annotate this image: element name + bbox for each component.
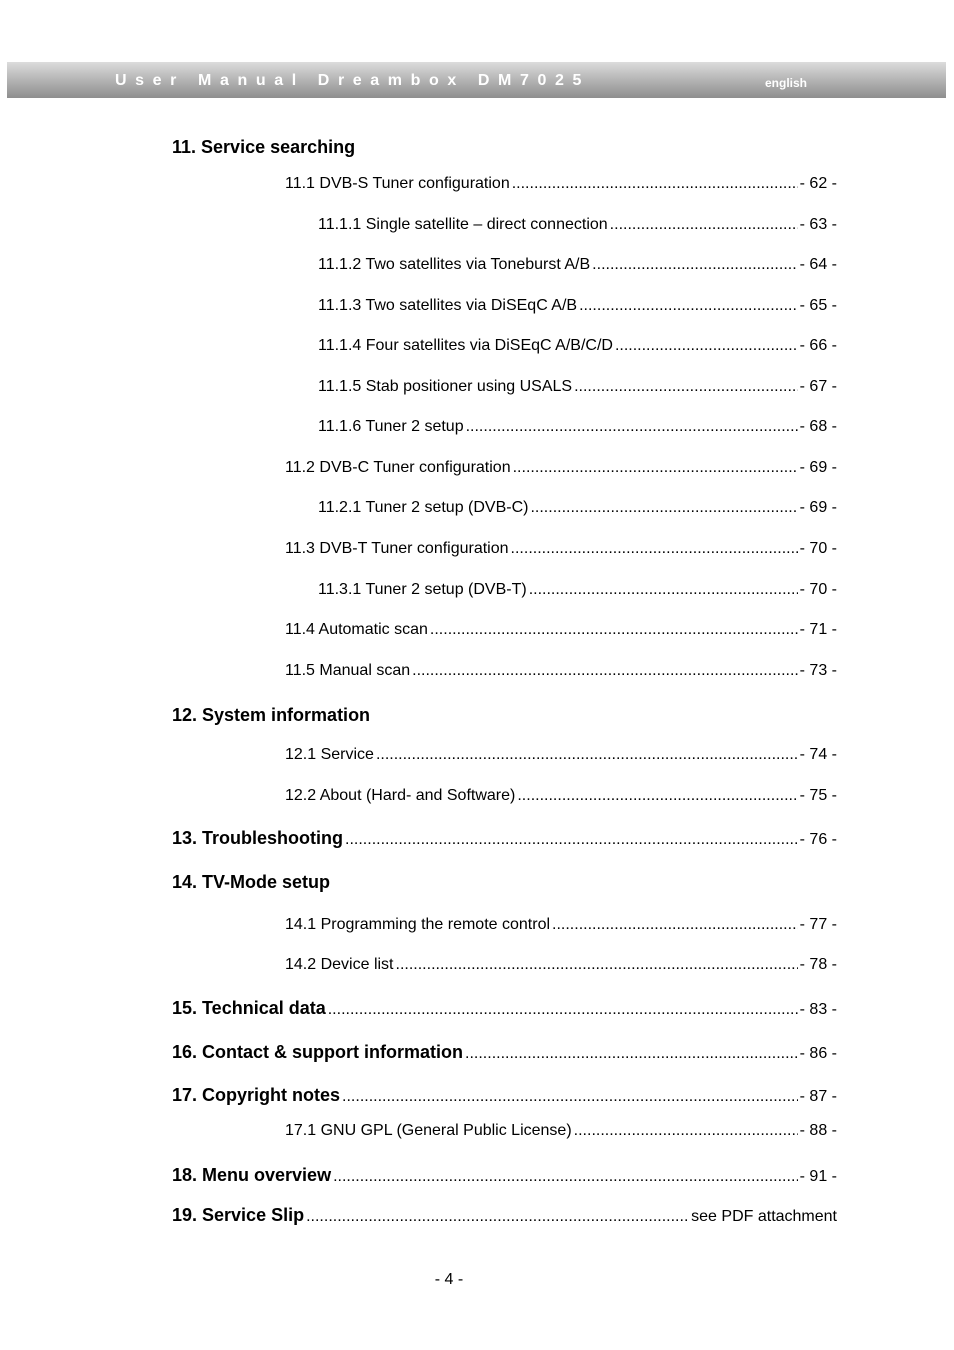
toc-entry-title: 11.3.1 Tuner 2 setup (DVB-T) [318,581,527,598]
toc-dot-leader [517,787,797,805]
toc-entry[interactable] [318,378,837,396]
toc-dot-leader [530,499,797,517]
toc-entry-title: 14.1 Programming the remote control [285,916,551,933]
toc-entry[interactable] [172,137,837,158]
toc-dot-leader [396,956,798,974]
toc-entry-page: - 70 - [799,581,837,598]
toc-entry-page: - 77 - [799,916,837,933]
toc-entry-page: - 71 - [799,621,837,638]
toc-dot-leader [579,297,798,315]
toc-entry-title: 11.1.2 Two satellites via Toneburst A/B [318,256,591,273]
toc-dot-leader [513,459,798,477]
toc-entry-title: 11.4 Automatic scan [285,621,428,638]
toc-entry[interactable] [318,337,837,355]
toc-entry-page: - 62 - [799,175,837,192]
toc-entry-page: - 83 - [799,1001,837,1018]
toc-entry[interactable] [285,621,837,639]
header-language: english [765,76,808,90]
toc-entry-title: 11.3 DVB-T Tuner configuration [285,540,509,557]
toc-entry-title: 14.2 Device list [285,956,394,973]
toc-entry-page: - 87 - [799,1088,837,1105]
toc-entry-title: 16. Contact & support information [172,1042,464,1062]
toc-entry-title: 11.2 DVB-C Tuner configuration [285,459,511,476]
toc-entry-title: 11.1.1 Single satellite – direct connection [318,216,608,233]
toc-dot-leader [574,378,798,396]
toc-entry-page: - 76 - [799,831,837,848]
toc-dot-leader [412,662,798,680]
toc-entry-title: 11.5 Manual scan [285,662,411,679]
toc-entry[interactable] [285,459,837,477]
toc-entry[interactable] [172,705,837,726]
toc-entry-page: - 74 - [799,746,837,763]
toc-entry-page: - 75 - [799,787,837,804]
toc-dot-leader [345,831,798,849]
toc-entry-title: 17. Copyright notes [172,1085,341,1105]
toc-entry-page: - 64 - [799,256,837,273]
toc-entry-page: - 78 - [799,956,837,973]
toc-entry[interactable] [318,418,837,436]
toc-entry[interactable] [172,998,837,1019]
toc-entry[interactable] [285,662,837,680]
toc-dot-leader [466,418,798,436]
toc-dot-leader [615,337,798,355]
toc-entry-title: 12. System information [172,705,371,725]
toc-entry[interactable] [318,499,837,517]
toc-entry-title: 12.1 Service [285,746,374,763]
toc-entry[interactable] [285,787,837,805]
toc-dot-leader [376,746,798,764]
toc-entry-page: - 73 - [799,662,837,679]
toc-entry-page: - 91 - [799,1168,837,1185]
toc-entry[interactable] [285,1122,837,1140]
toc-entry[interactable] [285,746,837,764]
toc-dot-leader [430,621,798,639]
toc-entry-page: - 65 - [799,297,837,314]
toc-dot-leader [465,1045,798,1063]
toc-entry-title: 11.1.5 Stab positioner using USALS [318,378,573,395]
toc-dot-leader [342,1088,798,1106]
toc-dot-leader [511,540,798,558]
toc-entry-title: 11.1 DVB-S Tuner configuration [285,175,510,192]
toc-entry-title: 11.2.1 Tuner 2 setup (DVB-C) [318,499,529,516]
toc-entry[interactable] [285,175,837,193]
toc-entry[interactable] [318,256,837,274]
toc-entry-page: see PDF attachment [691,1208,837,1225]
toc-entry-title: 17.1 GNU GPL (General Public License) [285,1122,572,1139]
toc-entry[interactable] [285,956,837,974]
toc-entry[interactable] [318,581,837,599]
toc-entry-title: 11. Service searching [172,137,356,157]
toc-dot-leader [333,1168,798,1186]
toc-entry-title: 15. Technical data [172,998,326,1018]
toc-entry-page: - 68 - [799,418,837,435]
toc-dot-leader [512,175,798,193]
toc-dot-leader [328,1001,798,1019]
toc-entry[interactable] [285,916,837,934]
toc-entry-page: - 63 - [799,216,837,233]
toc-entry-title: 18. Menu overview [172,1165,332,1185]
toc-dot-leader [552,916,798,934]
toc-entry-page: - 69 - [799,459,837,476]
toc-dot-leader [574,1122,798,1140]
page-header-bar [7,62,946,98]
toc-entry-title: 13. Troubleshooting [172,828,344,848]
toc-entry[interactable] [172,1042,837,1063]
toc-dot-leader [592,256,797,274]
toc-entry-page: - 88 - [799,1122,837,1139]
toc-entry[interactable] [172,1085,837,1106]
toc-entry[interactable] [172,828,837,849]
toc-entry[interactable] [318,297,837,315]
toc-entry[interactable] [318,216,837,234]
toc-entry-title: 11.1.6 Tuner 2 setup [318,418,464,435]
toc-dot-leader [529,581,798,599]
toc-entry-title: 12.2 About (Hard- and Software) [285,787,516,804]
page-number: - 4 - [434,1271,464,1288]
toc-entry[interactable] [172,1205,837,1226]
toc-entry-page: - 66 - [799,337,837,354]
toc-entry-page: - 67 - [799,378,837,395]
toc-entry-title: 14. TV-Mode setup [172,872,331,892]
toc-entry-page: - 69 - [799,499,837,516]
toc-entry-title: 11.1.4 Four satellites via DiSEqC A/B/C/D [318,337,613,354]
toc-dot-leader [306,1208,689,1226]
toc-entry-title: 11.1.3 Two satellites via DiSEqC A/B [318,297,578,314]
toc-entry[interactable] [172,872,837,893]
toc-entry[interactable] [285,540,837,558]
toc-entry[interactable] [172,1165,837,1186]
toc-entry-page: - 70 - [799,540,837,557]
header-title: User Manual Dreambox DM7025 [115,72,590,89]
toc-entry-title: 19. Service Slip [172,1205,305,1225]
toc-entry-page: - 86 - [799,1045,837,1062]
toc-dot-leader [610,216,798,234]
